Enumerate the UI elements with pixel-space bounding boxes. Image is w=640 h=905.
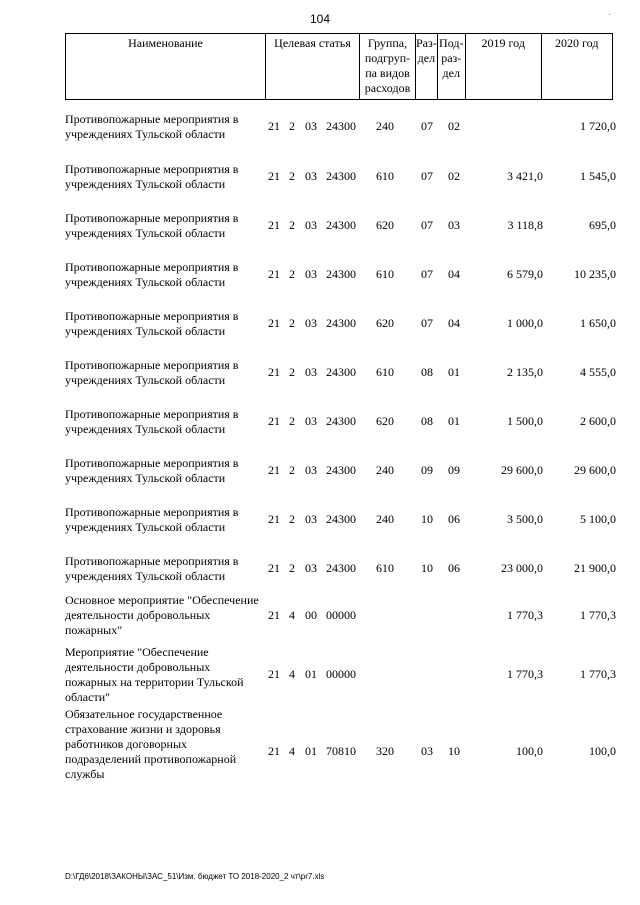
- row-cell-d: 24300: [326, 316, 356, 330]
- row-name: Обязательное государственное страхование жизни и здоровья работников договорных подразделений противопожарной службы: [65, 707, 237, 781]
- row-cell-a: 21: [268, 414, 280, 428]
- row-cell-c: 00: [305, 608, 317, 622]
- row-name: Противопожарные мероприятия в учреждениях Тульской области: [65, 211, 239, 240]
- row-cell-c: 01: [305, 744, 317, 758]
- row-cell-d: 24300: [326, 169, 356, 183]
- row-cell-d: 24300: [326, 463, 356, 477]
- row-cell-a: 21: [268, 512, 280, 526]
- row-cell-d: 24300: [326, 218, 356, 232]
- row-cell-b: 4: [289, 667, 295, 681]
- row-cell-a: 21: [268, 169, 280, 183]
- table-header: [65, 33, 613, 100]
- row-cell-b: 2: [289, 365, 295, 379]
- row-cell-y2019: 6 579,0: [507, 267, 543, 281]
- row-name: Противопожарные мероприятия в учреждениях Тульской области: [65, 112, 239, 141]
- row-cell-group: 620: [376, 316, 394, 330]
- row-cell-d: 24300: [326, 512, 356, 526]
- row-cell-y2019: 100,0: [516, 744, 543, 758]
- row-cell-y2019: 3 500,0: [507, 512, 543, 526]
- header-target: Целевая статья: [266, 34, 360, 100]
- row-name: Противопожарные мероприятия в учреждениях Тульской области: [65, 407, 239, 436]
- row-cell-y2020: 2 600,0: [580, 414, 616, 428]
- row-cell-b: 2: [289, 119, 295, 133]
- row-cell-y2019: 3 118,8: [507, 218, 543, 232]
- row-cell-y2020: 29 600,0: [574, 463, 616, 477]
- row-cell-y2020: 4 555,0: [580, 365, 616, 379]
- row-name: Основное мероприятие "Обеспечение деятельности добровольных пожарных": [65, 593, 259, 637]
- row-cell-y2019: 1 770,3: [507, 667, 543, 681]
- row-cell-c: 03: [305, 119, 317, 133]
- row-cell-a: 21: [268, 218, 280, 232]
- row-cell-c: 03: [305, 169, 317, 183]
- row-cell-y2020: 695,0: [589, 218, 616, 232]
- row-cell-b: 2: [289, 414, 295, 428]
- row-cell-group: 610: [376, 365, 394, 379]
- row-cell-subsection: 03: [448, 218, 460, 232]
- row-cell-y2020: 5 100,0: [580, 512, 616, 526]
- row-cell-y2019: 29 600,0: [501, 463, 543, 477]
- row-cell-subsection: 02: [448, 169, 460, 183]
- row-cell-y2019: 1 000,0: [507, 316, 543, 330]
- header-subsection: Под- раз- дел: [437, 34, 465, 100]
- row-cell-subsection: 01: [448, 414, 460, 428]
- header-group: Группа, подгруп- па видов расходов: [360, 34, 416, 100]
- row-cell-y2020: 10 235,0: [574, 267, 616, 281]
- header-name: Наименование: [66, 34, 266, 100]
- row-cell-b: 2: [289, 267, 295, 281]
- page-number: 104: [309, 12, 331, 26]
- row-cell-group: 320: [376, 744, 394, 758]
- row-cell-section: 10: [421, 561, 433, 575]
- row-cell-section: 07: [421, 267, 433, 281]
- row-cell-d: 24300: [326, 561, 356, 575]
- row-name: Противопожарные мероприятия в учреждениях Тульской области: [65, 358, 239, 387]
- row-cell-subsection: 06: [448, 561, 460, 575]
- row-cell-y2020: 100,0: [589, 744, 616, 758]
- row-cell-d: 24300: [326, 267, 356, 281]
- row-cell-a: 21: [268, 463, 280, 477]
- row-cell-d: 00000: [326, 608, 356, 622]
- row-cell-c: 03: [305, 218, 317, 232]
- row-cell-a: 21: [268, 316, 280, 330]
- row-cell-a: 21: [268, 561, 280, 575]
- row-cell-group: 610: [376, 169, 394, 183]
- row-cell-section: 07: [421, 218, 433, 232]
- row-name: Противопожарные мероприятия в учреждениях Тульской области: [65, 554, 239, 583]
- row-cell-y2020: 1 650,0: [580, 316, 616, 330]
- row-name: Противопожарные мероприятия в учреждениях Тульской области: [65, 260, 239, 289]
- row-cell-y2019: 3 421,0: [507, 169, 543, 183]
- row-cell-group: 610: [376, 561, 394, 575]
- row-cell-b: 4: [289, 744, 295, 758]
- row-cell-b: 2: [289, 561, 295, 575]
- row-cell-subsection: 04: [448, 316, 460, 330]
- row-name: Противопожарные мероприятия в учреждениях Тульской области: [65, 505, 239, 534]
- row-cell-group: 620: [376, 414, 394, 428]
- row-cell-y2020: 1 720,0: [580, 119, 616, 133]
- row-cell-b: 2: [289, 169, 295, 183]
- row-cell-c: 03: [305, 365, 317, 379]
- row-cell-c: 03: [305, 414, 317, 428]
- row-cell-group: 240: [376, 512, 394, 526]
- row-cell-section: 07: [421, 169, 433, 183]
- row-cell-section: 07: [421, 119, 433, 133]
- row-cell-y2019: 1 770,3: [507, 608, 543, 622]
- row-cell-y2019: 23 000,0: [501, 561, 543, 575]
- row-cell-a: 21: [268, 608, 280, 622]
- corner-mark: ·: [608, 10, 612, 21]
- row-cell-b: 4: [289, 608, 295, 622]
- row-cell-y2019: 2 135,0: [507, 365, 543, 379]
- row-cell-section: 08: [421, 365, 433, 379]
- row-name: Противопожарные мероприятия в учреждениях Тульской области: [65, 309, 239, 338]
- row-cell-subsection: 09: [448, 463, 460, 477]
- row-cell-b: 2: [289, 512, 295, 526]
- header-2019: 2019 год: [465, 34, 541, 100]
- row-cell-section: 07: [421, 316, 433, 330]
- row-cell-section: 10: [421, 512, 433, 526]
- row-cell-a: 21: [268, 267, 280, 281]
- row-cell-section: 03: [421, 744, 433, 758]
- row-cell-y2020: 1 770,3: [580, 608, 616, 622]
- row-cell-a: 21: [268, 667, 280, 681]
- row-cell-y2020: 1 545,0: [580, 169, 616, 183]
- header-section: Раз- дел: [416, 34, 438, 100]
- row-cell-y2020: 1 770,3: [580, 667, 616, 681]
- row-cell-group: 620: [376, 218, 394, 232]
- row-cell-c: 03: [305, 561, 317, 575]
- row-cell-c: 01: [305, 667, 317, 681]
- row-cell-subsection: 06: [448, 512, 460, 526]
- row-cell-group: 610: [376, 267, 394, 281]
- row-cell-c: 03: [305, 512, 317, 526]
- row-cell-section: 08: [421, 414, 433, 428]
- row-cell-section: 09: [421, 463, 433, 477]
- row-name: Мероприятие "Обеспечение деятельности добровольных пожарных на территории Тульской области": [65, 645, 244, 704]
- row-cell-a: 21: [268, 119, 280, 133]
- row-cell-c: 03: [305, 463, 317, 477]
- row-cell-b: 2: [289, 463, 295, 477]
- row-cell-a: 21: [268, 744, 280, 758]
- row-cell-subsection: 10: [448, 744, 460, 758]
- row-cell-b: 2: [289, 218, 295, 232]
- row-cell-c: 03: [305, 316, 317, 330]
- row-cell-d: 24300: [326, 414, 356, 428]
- row-cell-subsection: 01: [448, 365, 460, 379]
- footer-path: D:\ГД6\2018\ЗАКОНЫ\ЗАС_51\Изм. бюджет ТО 2018-2020_2 чт\pr7.xls: [65, 872, 325, 881]
- row-cell-a: 21: [268, 365, 280, 379]
- row-cell-group: 240: [376, 119, 394, 133]
- row-cell-subsection: 02: [448, 119, 460, 133]
- row-cell-b: 2: [289, 316, 295, 330]
- row-cell-d: 24300: [326, 365, 356, 379]
- row-name: Противопожарные мероприятия в учреждениях Тульской области: [65, 162, 239, 191]
- row-cell-subsection: 04: [448, 267, 460, 281]
- row-name: Противопожарные мероприятия в учреждениях Тульской области: [65, 456, 239, 485]
- row-cell-d: 00000: [326, 667, 356, 681]
- header-2020: 2020 год: [541, 34, 612, 100]
- row-cell-d: 24300: [326, 119, 356, 133]
- row-cell-d: 70810: [326, 744, 356, 758]
- row-cell-y2019: 1 500,0: [507, 414, 543, 428]
- row-cell-y2020: 21 900,0: [574, 561, 616, 575]
- row-cell-group: 240: [376, 463, 394, 477]
- row-cell-c: 03: [305, 267, 317, 281]
